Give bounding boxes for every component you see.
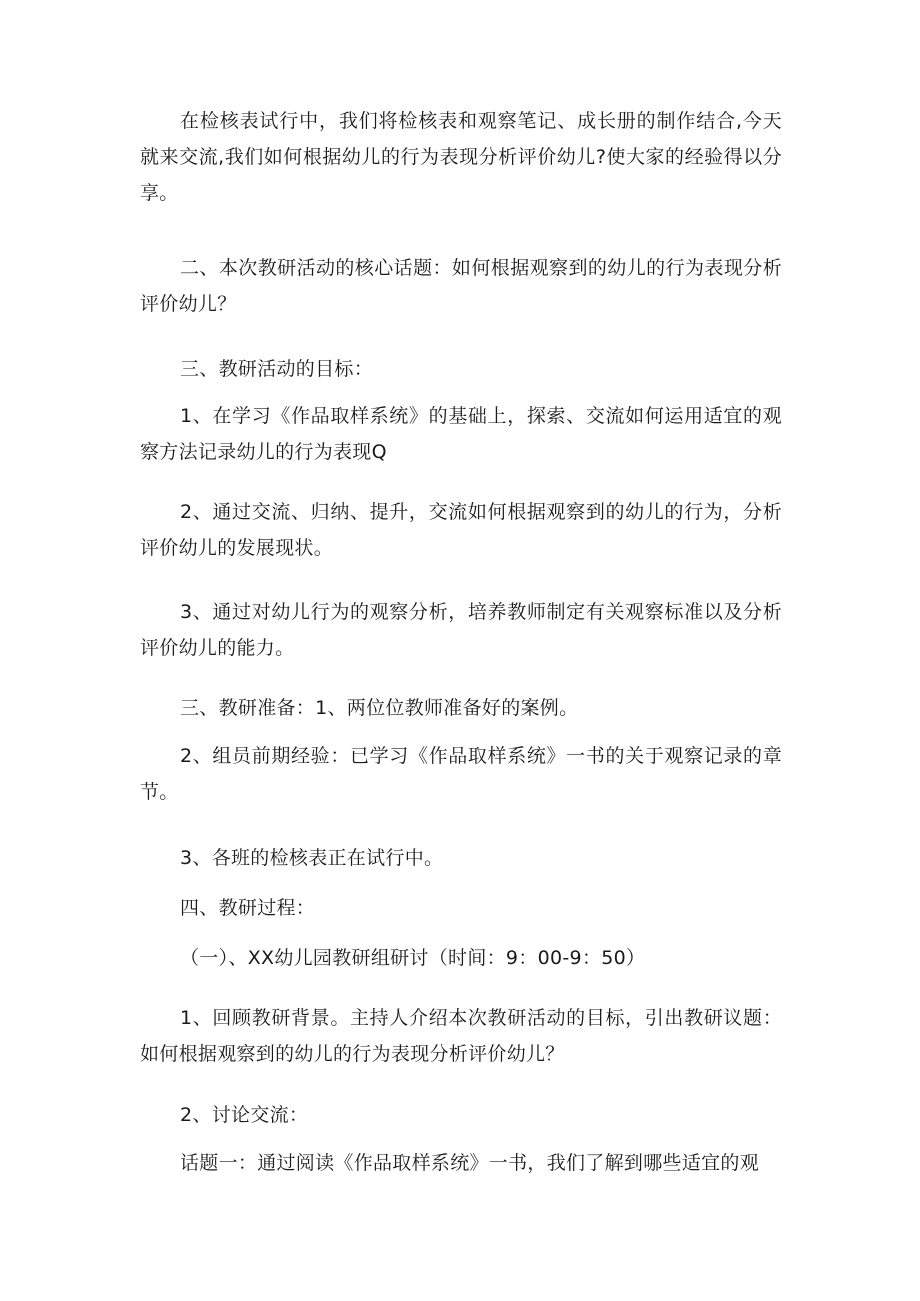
paragraph-prep-3: 3、各班的检核表正在试行中。 <box>180 847 444 869</box>
paragraph-core-topic: 二、本次教研活动的核心话题：如何根据观察到的幼儿的行为表现分析评价幼儿？ <box>140 257 782 315</box>
paragraph-preparation: 三、教研准备：1、两位位教师准备好的案例。 <box>180 697 579 719</box>
paragraph-section-1: （一）、XX幼儿园教研组研讨（时间：9：00-9：50） <box>180 947 646 969</box>
paragraph-goal-3: 3、通过对幼儿行为的观察分析，培养教师制定有关观察标准以及分析评价幼儿的能力。 <box>140 601 782 659</box>
paragraph-step-2: 2、讨论交流： <box>180 1104 309 1126</box>
paragraph-process-heading: 四、教研过程： <box>180 897 316 919</box>
paragraph-goal-2: 2、通过交流、归纳、提升，交流如何根据观察到的幼儿的行为，分析评价幼儿的发展现状。 <box>140 501 782 559</box>
paragraph-step-1: 1、回顾教研背景。主持人介绍本次教研活动的目标，引出教研议题：如何根据观察到的幼儿的行为表现分析评价幼儿？ <box>140 1007 782 1065</box>
paragraph-topic-1: 话题一：通过阅读《作品取样系统》一书，我们了解到哪些适宜的观 <box>180 1152 760 1174</box>
paragraph-prep-2: 2、组员前期经验：已学习《作品取样系统》一书的关于观察记录的章节。 <box>140 745 782 803</box>
paragraph-goals-heading: 三、教研活动的目标： <box>180 358 374 380</box>
paragraph-intro: 在检核表试行中，我们将检核表和观察笔记、成长册的制作结合,今天就来交流,我们如何根据幼儿的行为表现分析评价幼儿?使大家的经验得以分享。 <box>140 110 782 204</box>
paragraph-goal-1: 1、在学习《作品取样系统》的基础上，探索、交流如何运用适宜的观察方法记录幼儿的行为表现Q <box>140 405 782 463</box>
